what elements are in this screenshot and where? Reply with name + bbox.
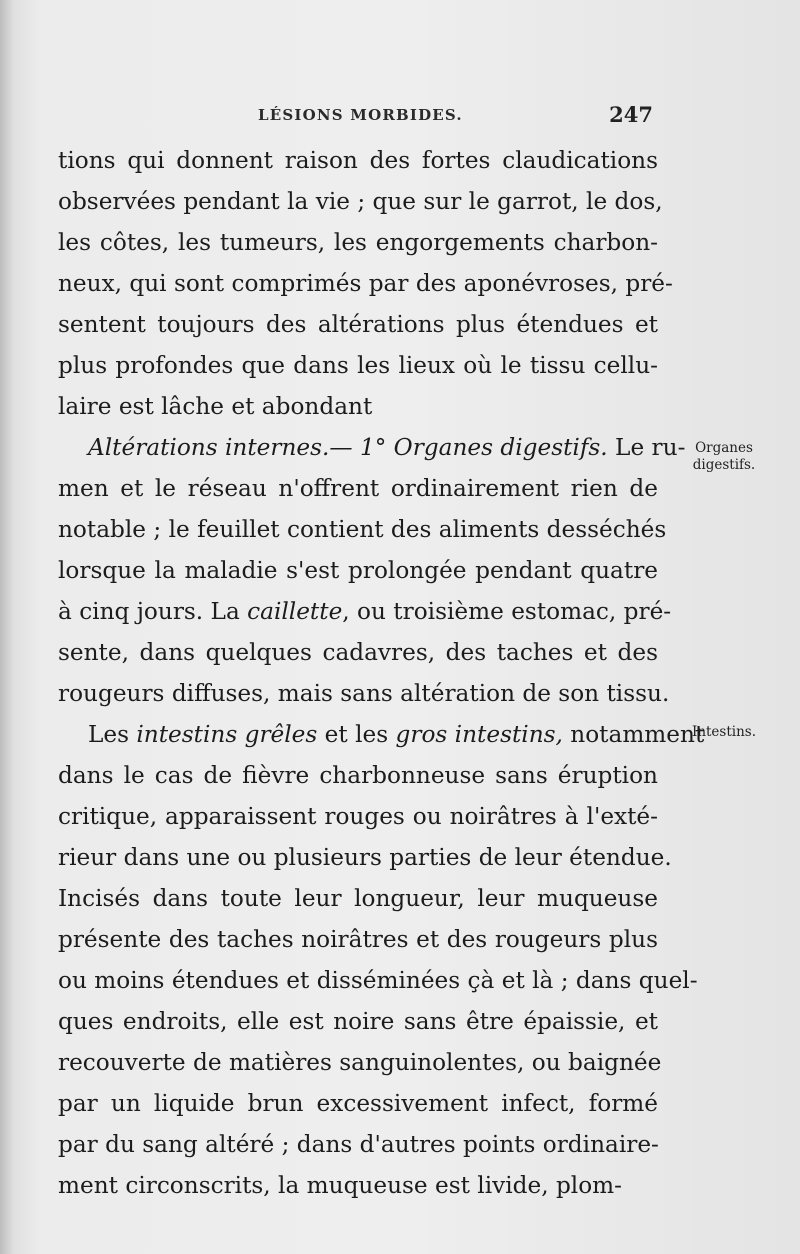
text-line [58, 755, 658, 796]
text-line [58, 673, 670, 714]
text-segment: critique, apparaissent rouges ou noirâtres à l'exté- [58, 803, 658, 830]
text-segment: ques endroits, elle est noire sans être épaissie, et [58, 1008, 658, 1035]
text-line [58, 140, 658, 181]
text-line [58, 181, 663, 222]
italic-text: gros intestins, [395, 721, 563, 748]
text-line [58, 386, 658, 427]
text-segment: et les [317, 721, 396, 748]
text-segment: les côtes, les tumeurs, les engorgements charbon- [58, 229, 658, 256]
text-segment: dans le cas de fièvre charbonneuse sans éruption [58, 762, 658, 789]
margin-note-line: digestifs. [692, 457, 756, 473]
italic-text: caillette [247, 598, 343, 625]
text-line [58, 632, 658, 673]
margin-note-line: Organes [695, 440, 753, 456]
running-head [258, 102, 653, 132]
text-segment: Incisés dans toute leur longueur, leur muqueuse [58, 885, 658, 912]
text-line [58, 1165, 658, 1206]
text-line [58, 304, 658, 345]
text-segment: ment circonscrits, la muqueuse est livide, plom- [58, 1172, 623, 1199]
text-line [58, 1083, 658, 1124]
text-segment: Les [88, 721, 137, 748]
text-line [58, 837, 672, 878]
text-line [58, 714, 705, 755]
text-segment: plus profondes que dans les lieux où le tissu cellu- [58, 352, 658, 379]
text-segment: notamment [562, 721, 705, 748]
text-line [58, 878, 658, 919]
text-line [58, 345, 658, 386]
text-line [58, 427, 686, 468]
text-line [58, 1001, 658, 1042]
text-segment: par du sang altéré ; dans d'autres points ordinaire- [58, 1131, 659, 1158]
margin-note-organes-digestifs [674, 440, 774, 474]
text-segment: sentent toujours des altérations plus étendues et [58, 311, 658, 338]
text-segment: rieur dans une ou plusieurs parties de leur étendue. [58, 844, 672, 871]
text-segment: par un liquide brun excessivement infect, formé [58, 1090, 658, 1117]
text-line [58, 1042, 662, 1083]
text-segment: à cinq jours. La [58, 598, 248, 625]
text-segment: , ou troisième estomac, pré- [342, 598, 672, 625]
text-segment: rougeurs diffuses, mais sans altération de son tissu. [58, 680, 670, 707]
text-line [58, 263, 673, 304]
text-line [58, 919, 658, 960]
text-segment: sente, dans quelques cadavres, des taches et des [58, 639, 658, 666]
text-segment: ou moins étendues et disséminées çà et là ; dans quel- [58, 967, 698, 994]
text-segment: laire est lâche et abondant [58, 393, 373, 420]
running-title: LÉSIONS MORBIDES. [258, 106, 463, 124]
text-segment: observées pendant la vie ; que sur le garrot, le dos, [58, 188, 663, 215]
text-segment: Le ru- [607, 434, 686, 461]
text-line [58, 1124, 658, 1165]
text-line [58, 550, 658, 591]
page-edge [0, 0, 14, 1254]
body-text [58, 140, 705, 1206]
text-line [58, 468, 658, 509]
text-segment: men et le réseau n'offrent ordinairement rien de [58, 475, 658, 502]
margin-note-intestins [674, 724, 774, 741]
text-segment: neux, qui sont comprimés par des aponévroses, pré- [58, 270, 673, 297]
page-number: 247 [609, 102, 653, 127]
text-segment: présente des taches noirâtres et des rougeurs plus [58, 926, 658, 953]
text-line [58, 509, 667, 550]
text-line [58, 222, 658, 263]
margin-note-line: Intestins. [691, 724, 757, 740]
text-line [58, 796, 658, 837]
italic-text: Altérations internes.— 1° Organes digestifs. [88, 434, 608, 461]
text-line [58, 960, 698, 1001]
text-segment: recouverte de matières sanguinolentes, ou baignée [58, 1049, 662, 1076]
text-line [58, 591, 672, 632]
italic-text: intestins grêles [136, 721, 318, 748]
text-segment: lorsque la maladie s'est prolongée pendant quatre [58, 557, 658, 584]
text-segment: notable ; le feuillet contient des aliments desséchés [58, 516, 667, 543]
text-segment: tions qui donnent raison des fortes claudications [58, 147, 658, 174]
